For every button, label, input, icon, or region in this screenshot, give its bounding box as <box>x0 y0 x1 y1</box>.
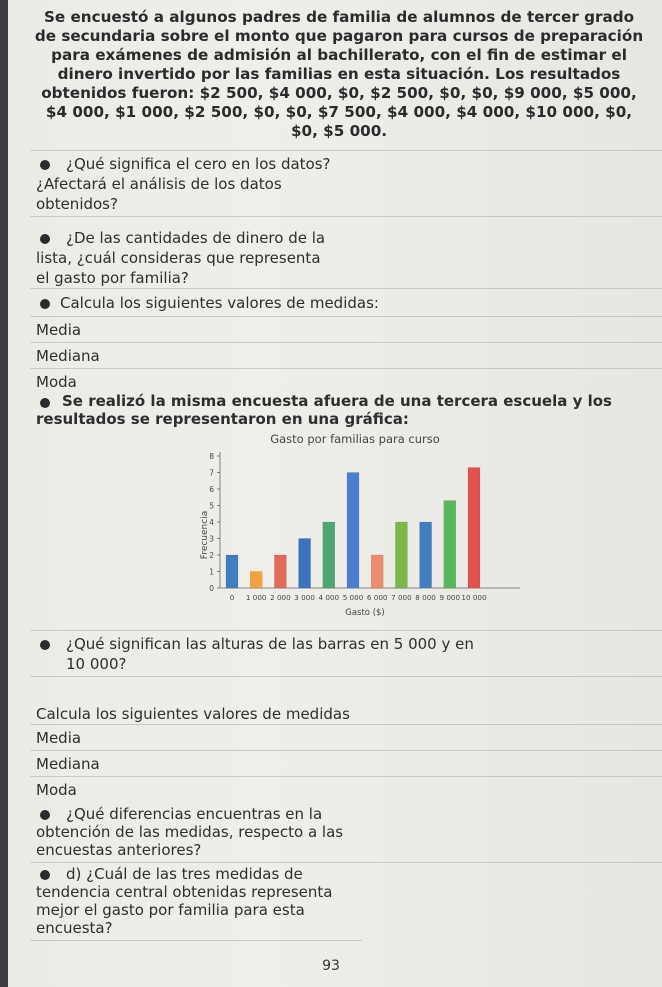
question-8-line-3: mejor el gasto por familia para esta <box>36 901 305 919</box>
bullet-icon <box>40 810 50 820</box>
divider <box>30 342 662 343</box>
question-3: Calcula los siguientes valores de medidas: <box>60 294 379 312</box>
question-2-line-1: ¿De las cantidades de dinero de la <box>66 229 326 247</box>
chart-x-tick-label: 8 000 <box>415 593 436 602</box>
chart-bar <box>371 555 383 588</box>
chart-bar <box>226 555 238 588</box>
measure-mode-label: Moda <box>36 373 77 391</box>
chart-y-tick-label: 3 <box>209 534 214 544</box>
question-7-line-2: obtención de las medidas, respecto a las <box>36 823 344 841</box>
chart-x-tick-label: 4 000 <box>318 593 340 602</box>
page-number: 93 <box>322 958 340 974</box>
bullet-icon <box>40 234 50 244</box>
chart-y-tick-label: 1 <box>209 567 214 577</box>
question-5-line-1: ¿Qué significan las alturas de las barras en 5 000 y en <box>66 635 474 653</box>
intro-paragraph: Se encuestó a algunos padres de familia de alumnos de tercer grado de secundaria sobre el monto que pagaron para cursos de preparación para exámenes de admisión al bachillerato, con el fin de estimar el dinero invertido por las familias en esta situación. Los resultados obtenidos fueron: $2 500, $4 000, $0, $2 500, $0, $0, $9 000, $5 000, $4 000, $1 000, $2 500, $0, $0, $7 500, $4 000, $4 000, $10 000, $0, $0, $5 000. <box>34 8 644 140</box>
chart-y-tick-label: 7 <box>209 468 214 478</box>
question-8-line-1: d) ¿Cuál de las tres medidas de <box>66 865 303 883</box>
chart-y-tick-label: 0 <box>209 584 214 593</box>
page-edge <box>0 0 8 987</box>
divider <box>30 288 662 289</box>
question-1-line-3: obtenidos? <box>36 195 118 213</box>
divider <box>30 940 362 941</box>
measure-median-label-2: Mediana <box>36 755 100 773</box>
chart-x-tick-label: 6 000 <box>366 593 388 602</box>
question-8-line-4: encuesta? <box>36 919 113 937</box>
question-8-line-2: tendencia central obtenidas representa <box>36 883 333 901</box>
measure-median-label: Mediana <box>36 347 100 365</box>
chart-y-tick-label: 8 <box>209 452 214 461</box>
measure-mean-label: Media <box>36 321 82 339</box>
chart-x-tick-label: 1 000 <box>245 593 267 602</box>
bullet-icon <box>40 160 50 170</box>
chart-bar <box>347 473 359 589</box>
divider <box>30 630 662 631</box>
chart-x-tick-label: 2 000 <box>270 593 291 602</box>
divider <box>30 316 662 317</box>
measure-mode-label-2: Moda <box>36 781 77 799</box>
chart-x-tick-label: 0 <box>229 593 235 602</box>
question-7-line-3: encuestas anteriores? <box>36 841 202 859</box>
divider <box>30 862 662 863</box>
chart-bar <box>395 522 407 588</box>
divider <box>30 724 662 725</box>
question-7-line-1: ¿Qué diferencias encuentras en la <box>66 805 323 823</box>
divider <box>30 776 662 777</box>
divider <box>30 150 662 151</box>
question-2-line-2: lista, ¿cuál consideras que representa <box>36 249 321 267</box>
chart-bar <box>420 522 432 588</box>
question-4-line-2: resultados se representaron en una gráfica: <box>36 410 409 428</box>
chart-bar <box>274 555 286 588</box>
chart-x-tick-label: 10 000 <box>461 593 487 602</box>
question-5-line-2: 10 000? <box>66 655 127 673</box>
chart-y-tick-label: 4 <box>209 518 214 527</box>
chart-title: Gasto por familias para curso <box>270 432 440 446</box>
bullet-icon <box>40 299 50 309</box>
divider <box>30 216 662 217</box>
divider <box>30 676 662 677</box>
question-4-line-1: Se realizó la misma encuesta afuera de una tercera escuela y los <box>62 392 612 410</box>
chart-bar <box>323 522 335 588</box>
chart-x-tick-label: 5 000 <box>342 593 364 602</box>
chart-bar <box>250 572 262 589</box>
chart-bar <box>468 468 480 588</box>
chart-x-axis-label: Gasto ($) <box>345 608 385 618</box>
chart-y-tick-label: 5 <box>209 501 214 511</box>
measure-mean-label-2: Media <box>36 729 82 747</box>
question-6: Calcula los siguientes valores de medidas <box>36 705 350 723</box>
chart-x-tick-label: 3 000 <box>294 593 315 602</box>
chart-x-tick-label: 9 000 <box>439 593 461 602</box>
chart-bar <box>444 501 456 588</box>
question-1-line-2: ¿Afectará el análisis de los datos <box>36 175 282 193</box>
bullet-icon <box>40 870 50 880</box>
chart-bar <box>299 539 311 589</box>
bullet-icon <box>40 398 50 408</box>
divider <box>30 750 662 751</box>
bullet-icon <box>40 640 50 650</box>
chart-y-tick-label: 2 <box>209 551 214 560</box>
divider <box>30 368 662 369</box>
chart-y-tick-label: 6 <box>209 485 214 494</box>
chart-x-tick-label: 7 000 <box>391 593 412 602</box>
bar-chart <box>190 430 530 620</box>
question-2-line-3: el gasto por familia? <box>36 269 189 287</box>
chart-y-axis-label: Frecuencia <box>200 510 210 560</box>
question-1-line-1: ¿Qué significa el cero en los datos? <box>66 155 331 173</box>
